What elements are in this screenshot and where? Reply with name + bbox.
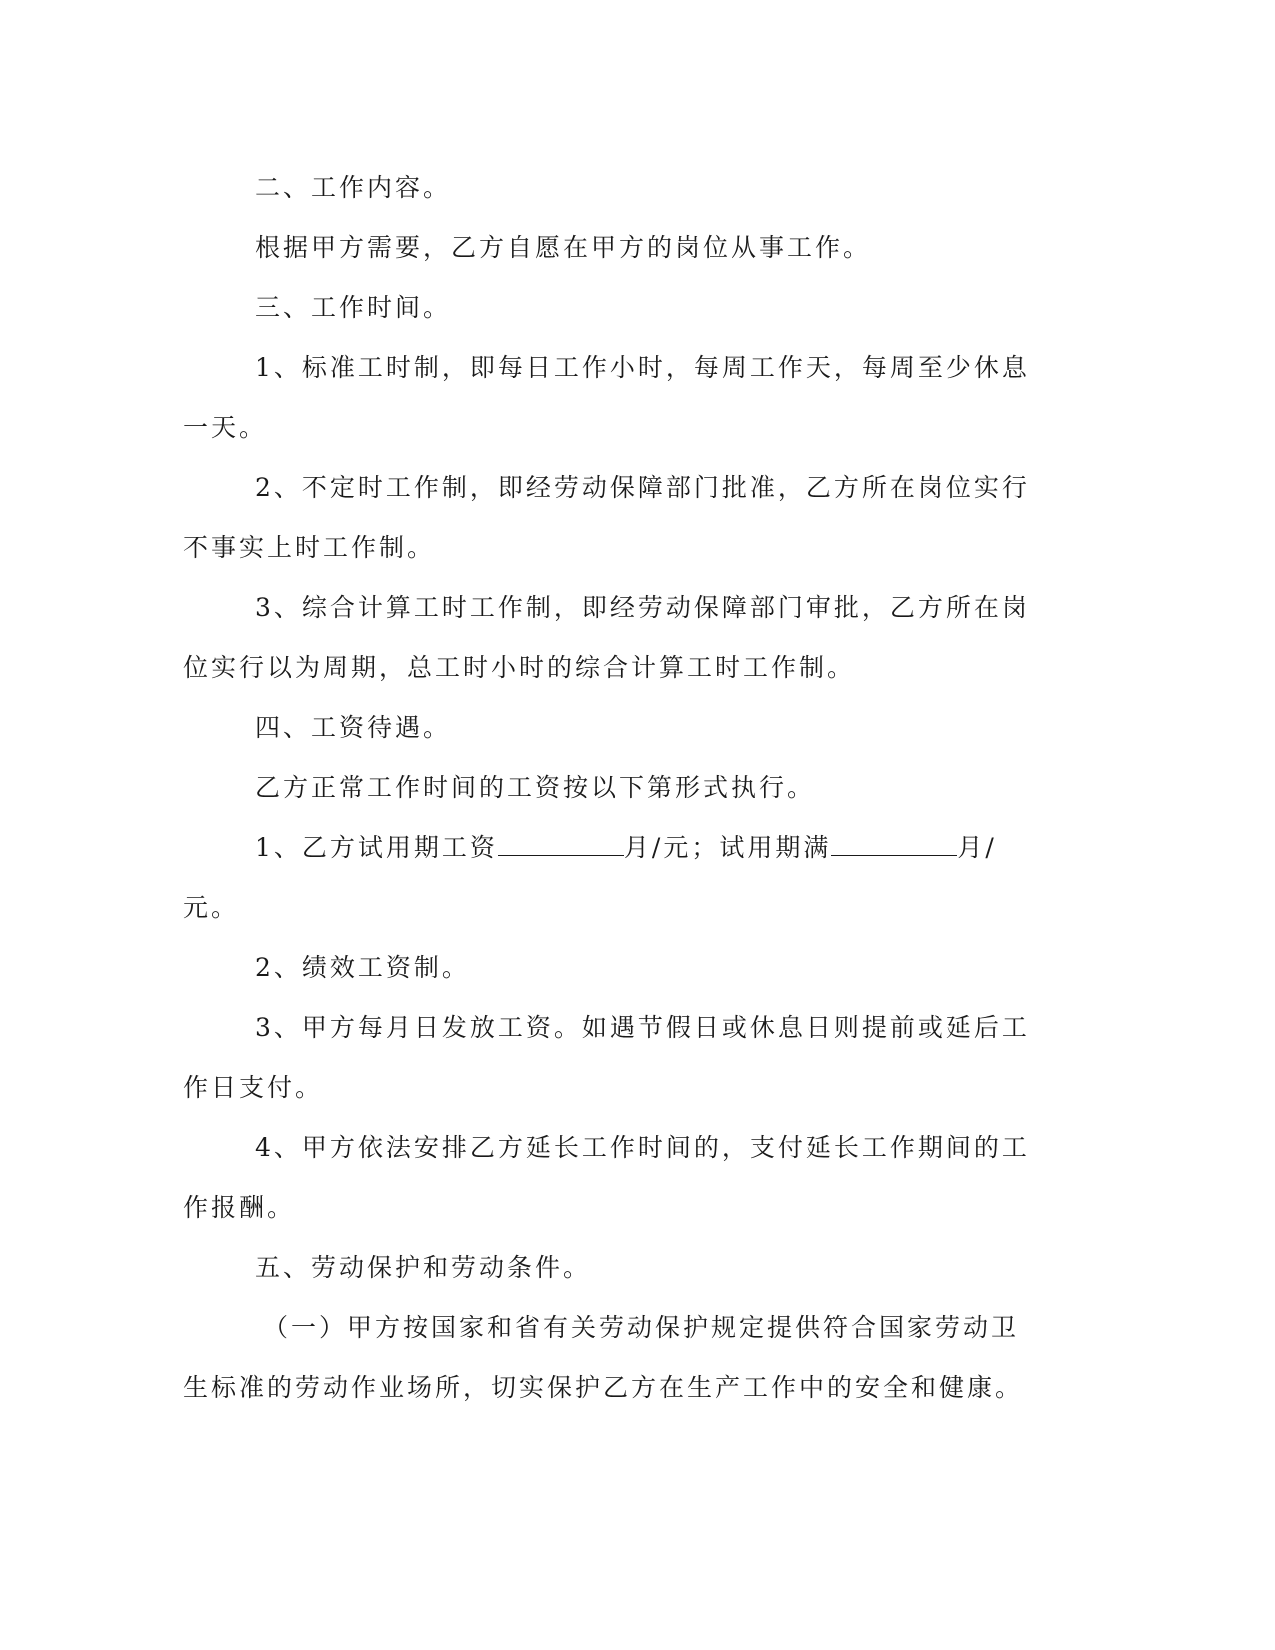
paragraph-labor-protection: （一）甲方按国家和省有关劳动保护规定提供符合国家劳动卫生标准的劳动作业场所，切实保护乙方在生产工作中的安全和健康。 <box>183 1313 1024 1402</box>
regular-salary-label: 月/元；试用期满 <box>623 833 832 862</box>
regular-salary-blank <box>831 835 957 856</box>
paragraph-performance-salary: 2、绩效工资制。 <box>255 953 470 982</box>
salary-unit-end: 月/元。 <box>183 833 997 922</box>
paragraph-overtime-pay: 4、甲方依法安排乙方延长工作时间的，支付延长工作期间的工作报酬。 <box>183 1133 1030 1222</box>
paragraph-work-content: 根据甲方需要，乙方自愿在甲方的岗位从事工作。 <box>255 233 872 262</box>
section-heading-work-time: 三、工作时间。 <box>255 293 452 322</box>
paragraph-salary-form: 乙方正常工作时间的工资按以下第形式执行。 <box>255 773 816 802</box>
section-heading-labor-protection: 五、劳动保护和劳动条件。 <box>255 1253 592 1282</box>
paragraph-probation-salary <box>183 818 1043 938</box>
paragraph-comprehensive-hours: 3、综合计算工时工作制，即经劳动保障部门审批，乙方所在岗位实行以为周期，总工时小时的综合计算工时工作制。 <box>183 593 1030 682</box>
paragraph-standard-hours: 1、标准工时制，即每日工作小时，每周工作天，每周至少休息一天。 <box>183 353 1030 442</box>
section-heading-work-content: 二、工作内容。 <box>255 173 452 202</box>
section-heading-salary: 四、工资待遇。 <box>255 713 452 742</box>
document-body <box>183 158 1043 1418</box>
paragraph-flexible-hours: 2、不定时工作制，即经劳动保障部门批准，乙方所在岗位实行不事实上时工作制。 <box>183 473 1030 562</box>
paragraph-pay-day: 3、甲方每月日发放工资。如遇节假日或休息日则提前或延后工作日支付。 <box>183 1013 1030 1102</box>
probation-salary-label: 1、乙方试用期工资 <box>255 833 498 862</box>
probation-salary-blank <box>498 835 624 856</box>
